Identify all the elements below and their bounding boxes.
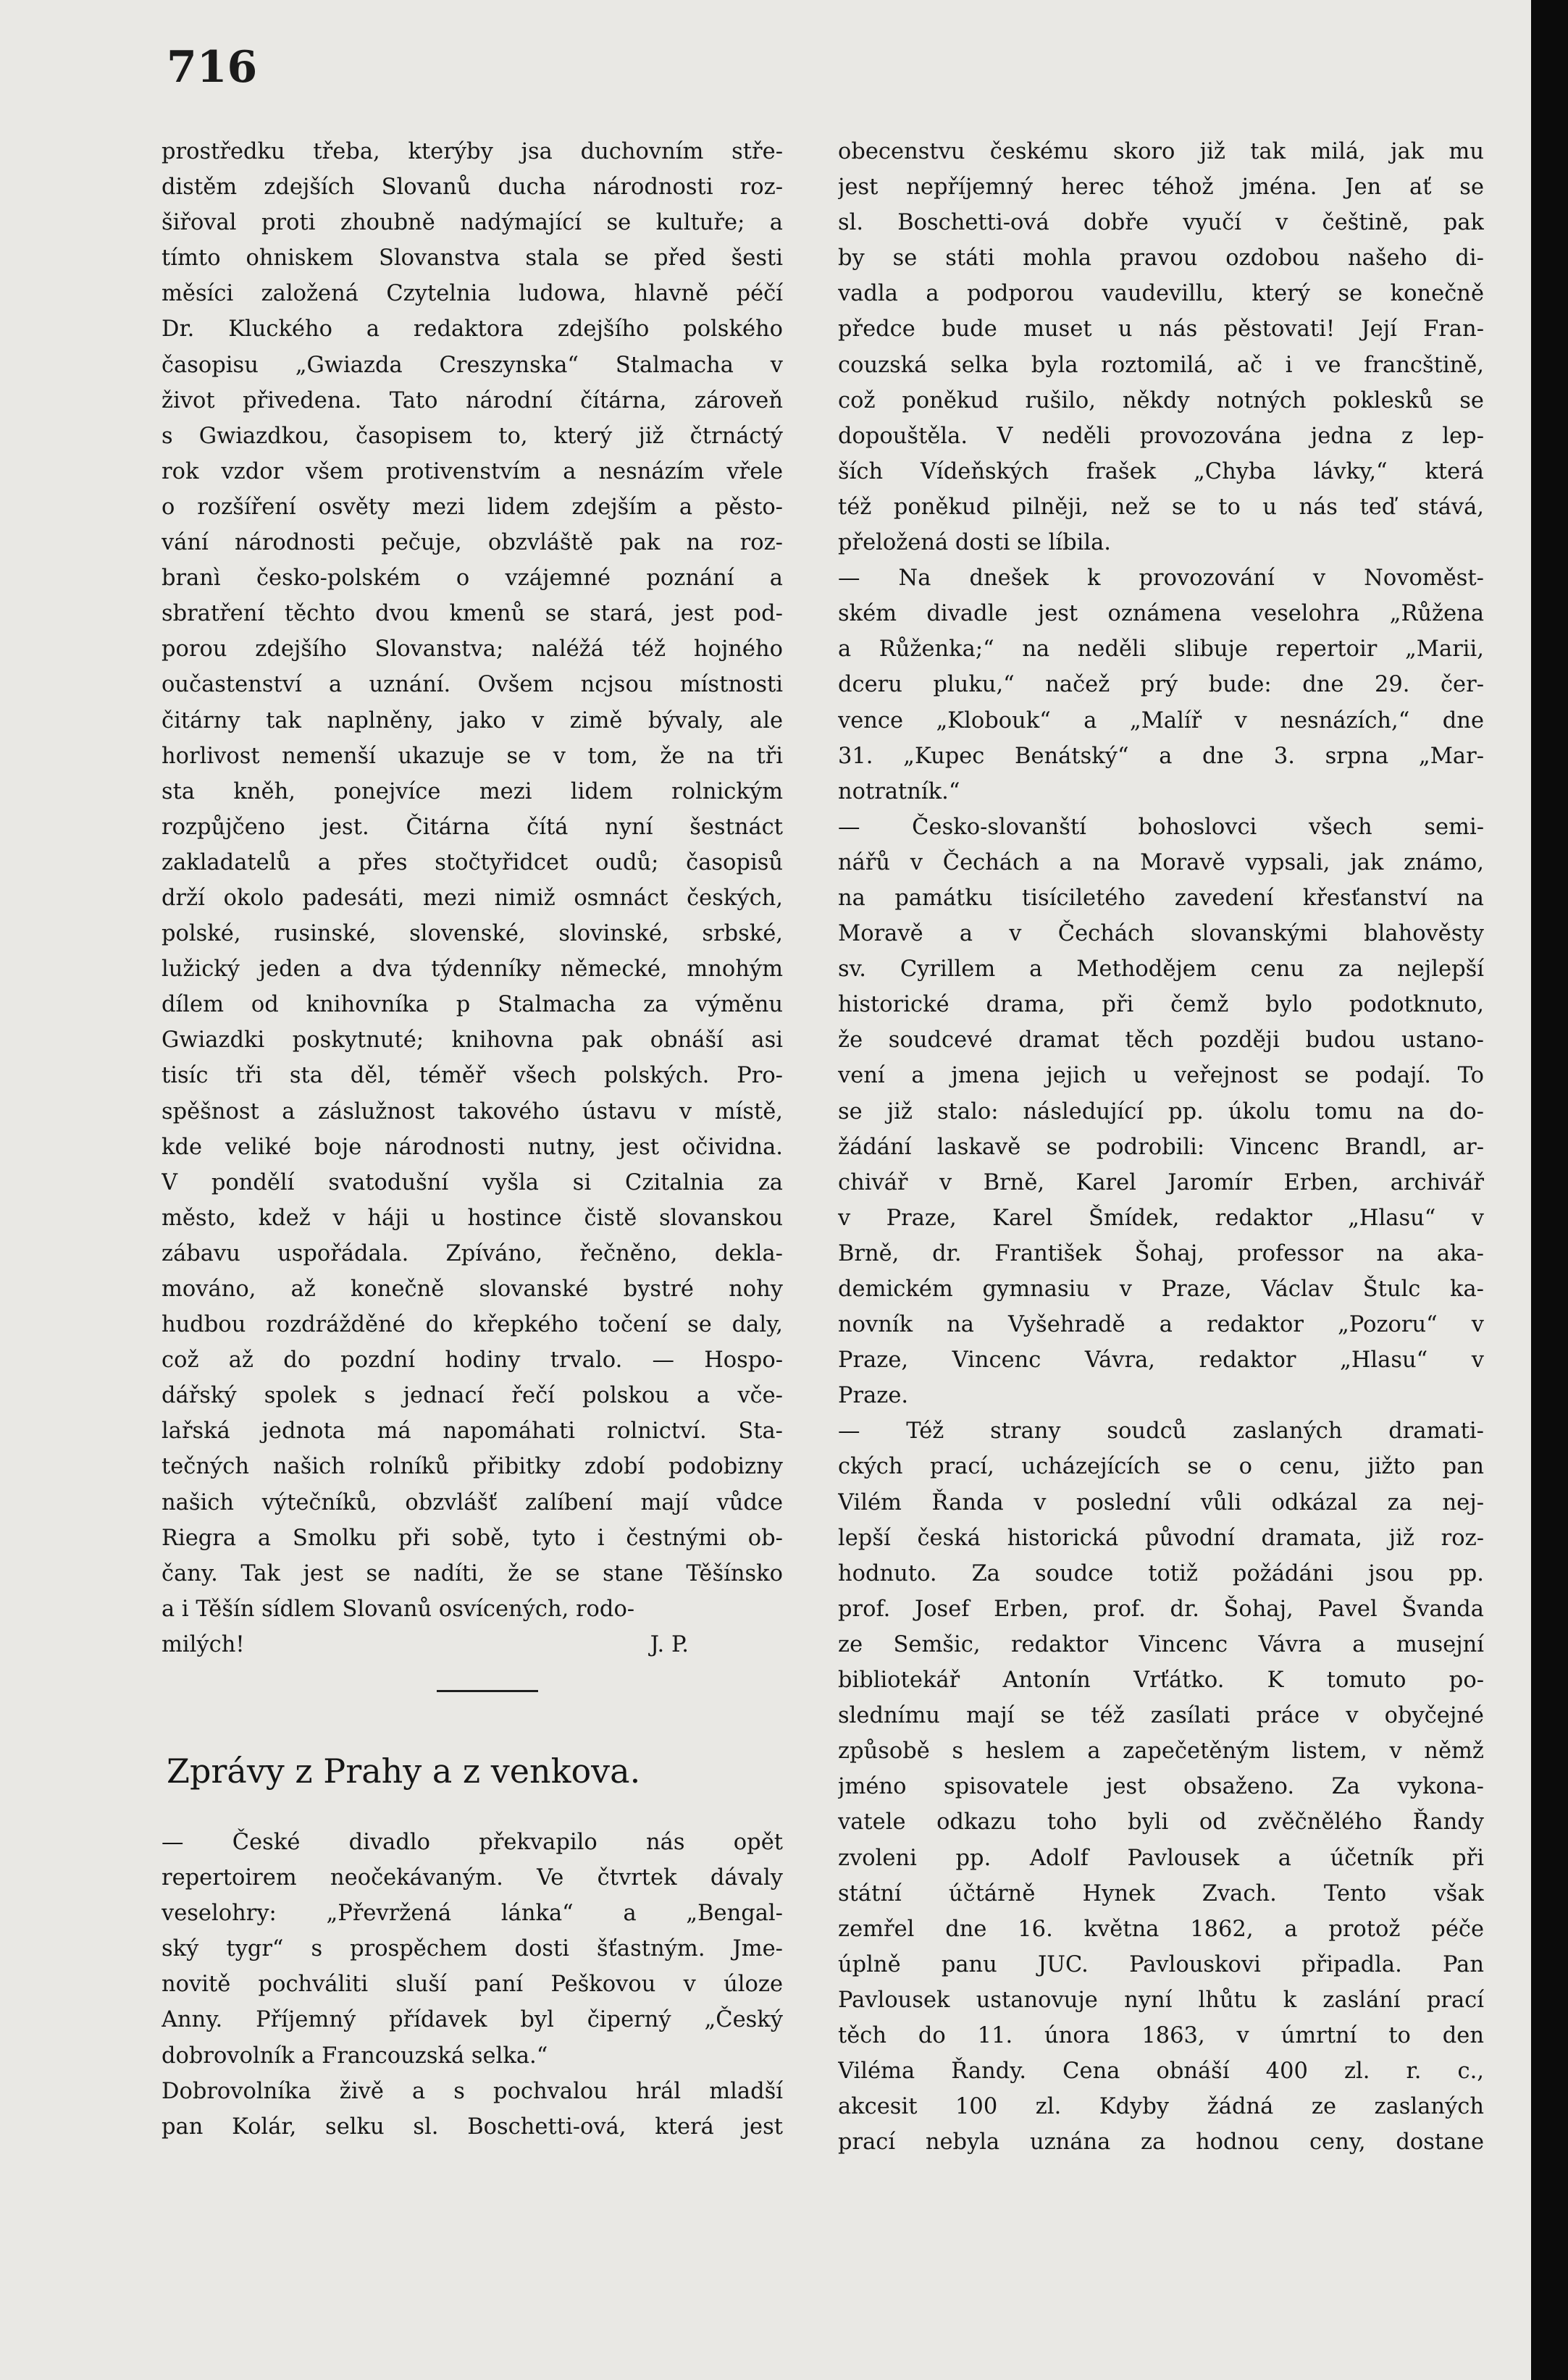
text-line: Brně, dr. František Šohaj, professor na aka- xyxy=(838,1240,1484,1266)
text-line: o rozšíření osvěty mezi lidem zdejším a pěsto- xyxy=(162,494,783,520)
text-line: ších Vídeňských frašek „Chyba lávky,“ která xyxy=(838,458,1484,484)
text-line: prací nebyla uznána za hodnou ceny, dostane xyxy=(838,2129,1484,2156)
text-line: se již stalo: následující pp. úkolu tomu na do- xyxy=(838,1098,1484,1124)
text-line: s Gwiazdkou, časopisem to, který již čtrnáctý xyxy=(162,423,783,449)
right-column xyxy=(838,134,1484,2160)
text-line: vatele odkazu toho byli od zvěčnělého Řandy xyxy=(838,1809,1484,1836)
text-line: sl. Boschetti-ová dobře vyučí v češtině, pak xyxy=(838,210,1484,236)
text-line: zakladatelů a přes stočtyřidcet oudů; časopisů xyxy=(162,849,783,875)
text-line: dářský spolek s jednací řečí polskou a vče- xyxy=(162,1383,783,1409)
text-line: měsíci založená Czytelnia ludowa, hlavně péčí xyxy=(162,281,783,307)
text-line: úplně panu JUC. Pavlouskovi připadla. Pan xyxy=(838,1951,1484,1977)
text-line: notratník.“ xyxy=(838,778,960,804)
text-line: Vilém Řanda v poslední vůli odkázal za nej- xyxy=(838,1489,1484,1515)
section-heading: Zprávy z Prahy a z venkova. xyxy=(167,1752,641,1791)
text-line: dopouštěla. V neděli provozována jedna z lep- xyxy=(838,423,1484,449)
text-line: Gwiazdki poskytnuté; knihovna pak obnáší asi xyxy=(162,1027,783,1054)
text-line: jméno spisovatele jest obsaženo. Za vykona- xyxy=(838,1774,1484,1800)
text-line: veselohry: „Převržená lánka“ a „Bengal- xyxy=(162,1901,783,1927)
text-line: bibliotekář Antonín Vrťátko. K tomuto po- xyxy=(838,1668,1484,1694)
text-line: Pavlousek ustanovuje nyní lhůtu k zaslání prací xyxy=(838,1987,1484,2013)
text-line: ze Semšic, redaktor Vincenc Vávra a musejní xyxy=(838,1631,1484,1657)
text-line: předce bude muset u nás pěstovati! Její Fran- xyxy=(838,316,1484,342)
article-closing-row xyxy=(162,1627,783,1662)
text-line: jest nepříjemný herec téhož jména. Jen ať se xyxy=(838,174,1484,201)
left-news-text xyxy=(162,1825,783,2145)
text-line: ský tygr“ s prospěchem dosti šťastným. Jme- xyxy=(162,1936,783,1962)
text-line: sv. Cyrillem a Methodějem cenu za nejlepší xyxy=(838,956,1484,983)
page-number: 716 xyxy=(167,42,258,93)
text-line: tečných našich rolníků přibitky zdobí podobizny xyxy=(162,1454,783,1480)
text-line: novník na Vyšehradě a redaktor „Pozoru“ v xyxy=(838,1312,1484,1338)
text-line: couzská selka byla roztomilá, ač i ve francštině, xyxy=(838,352,1484,378)
text-line: polské, rusinské, slovenské, slovinské, srbské, xyxy=(162,921,783,947)
text-line: novitě pochváliti sluší paní Peškovou v úloze xyxy=(162,1972,783,1998)
text-line: Praze. xyxy=(838,1383,909,1409)
text-line: v Praze, Karel Šmídek, redaktor „Hlasu“ v xyxy=(838,1205,1484,1231)
text-line: 31. „Kupec Benátský“ a dne 3. srpna „Mar- xyxy=(838,743,1484,769)
text-line: což až do pozdní hodiny trvalo. — Hospo- xyxy=(162,1347,783,1374)
text-line: dílem od knihovníka p Stalmacha za výměnu xyxy=(162,992,783,1018)
text-line: nářů v Čechách a na Moravě vypsali, jak známo, xyxy=(838,849,1484,875)
text-line: lařská jednota má napomáhati rolnictví. Sta- xyxy=(162,1418,783,1445)
text-line: vadla a podporou vaudevillu, který se konečně xyxy=(838,281,1484,307)
text-line: šiřoval proti zhoubně nadýmající se kultuře; a xyxy=(162,210,783,236)
text-line: čany. Tak jest se nadíti, že se stane Těšínsko xyxy=(162,1560,783,1586)
text-line: dceru pluku,“ načež prý bude: dne 29. čer- xyxy=(838,672,1484,698)
text-line: též poněkud pilněji, než se to u nás teď stává, xyxy=(838,494,1484,520)
text-line: zemřel dne 16. května 1862, a protož péče xyxy=(838,1916,1484,1942)
text-line: chivář v Brně, Karel Jaromír Erben, archivář xyxy=(838,1169,1484,1195)
text-line: zábavu uspořádala. Zpíváno, řečněno, dekla- xyxy=(162,1240,783,1266)
text-line: těch do 11. února 1863, v úmrtní to den xyxy=(838,2022,1484,2048)
text-line: Moravě a v Čechách slovanskými blahověsty xyxy=(838,921,1484,947)
text-line: Riegra a Smolku při sobě, tyto i čestnými ob- xyxy=(162,1525,783,1551)
text-line: tisíc tři sta děl, téměř všech polských. Pro- xyxy=(162,1063,783,1089)
text-line: vání národnosti pečuje, obzvláště pak na roz- xyxy=(162,530,783,556)
text-line: akcesit 100 zl. Kdyby žádná ze zaslaných xyxy=(838,2094,1484,2120)
text-line: V pondělí svatodušní vyšla si Czitalnia za xyxy=(162,1169,783,1195)
text-line: Viléma Řandy. Cena obnáší 400 zl. r. c., xyxy=(838,2059,1484,2085)
text-line: vence „Klobouk“ a „Malíř v nesnázích,“ dne xyxy=(838,707,1484,733)
text-line: Dr. Kluckého a redaktora zdejšího polského xyxy=(162,316,783,342)
text-line: hudbou rozdrážděné do křepkého točení se daly, xyxy=(162,1312,783,1338)
text-line: zvoleni pp. Adolf Pavlousek a účetník při xyxy=(838,1845,1484,1871)
text-line: a i Těšín sídlem Slovanů osvícených, rodo- xyxy=(162,1596,635,1622)
text-line: porou zdejšího Slovanstva; naléžá též hojného xyxy=(162,636,783,663)
text-line: — Česko-slovanští bohoslovci všech semi- xyxy=(838,814,1484,840)
text-line: by se státi mohla pravou ozdobou našeho di- xyxy=(838,245,1484,272)
text-line: na památku tisíciletého zavedení křesťanství na xyxy=(838,885,1484,911)
left-column xyxy=(162,134,783,1662)
text-line: čitárny tak naplněny, jako v zimě bývaly, ale xyxy=(162,707,783,733)
text-line: město, kdež v háji u hostince čistě slovanskou xyxy=(162,1205,783,1231)
text-line: — Na dnešek k provozování v Novoměst- xyxy=(838,565,1484,592)
text-line: státní účtárně Hynek Zvach. Tento však xyxy=(838,1880,1484,1906)
text-line: hodnuto. Za soudce totiž požádáni jsou pp. xyxy=(838,1560,1484,1586)
closing-line: milých! xyxy=(162,1631,245,1657)
signature: J. P. xyxy=(650,1631,689,1657)
text-line: dobrovolník a Francouzská selka.“ xyxy=(162,2043,548,2069)
text-line: časopisu „Gwiazda Creszynska“ Stalmacha v xyxy=(162,352,783,378)
text-line: což poněkud rušilo, někdy notných poklesků se xyxy=(838,387,1484,413)
text-line: drží okolo padesáti, mezi nimiž osmnáct českých, xyxy=(162,885,783,911)
text-line: kde veliké boje národnosti nutny, jest očividna. xyxy=(162,1134,783,1160)
text-line: Praze, Vincenc Vávra, redaktor „Hlasu“ v xyxy=(838,1347,1484,1374)
section-divider xyxy=(437,1690,538,1692)
text-line: ckých prací, ucházejících se o cenu, jižto pan xyxy=(838,1454,1484,1480)
text-line: způsobě s heslem a zapečetěným listem, v němž xyxy=(838,1738,1484,1765)
text-line: pan Kolár, selku sl. Boschetti-ová, která jest xyxy=(162,2114,783,2140)
text-line: spěšnost a záslužnost takového ústavu v místě, xyxy=(162,1098,783,1124)
text-line: lepší česká historická původní dramata, již roz- xyxy=(838,1525,1484,1551)
text-line: repertoirem neočekávaným. Ve čtvrtek dávaly xyxy=(162,1865,783,1891)
scan-border xyxy=(1531,0,1568,2380)
text-line: Dobrovolníka živě a s pochvalou hrál mladší xyxy=(162,2078,783,2104)
text-line: tímto ohniskem Slovanstva stala se před šesti xyxy=(162,245,783,272)
text-line: ském divadle jest oznámena veselohra „Růžena xyxy=(838,601,1484,627)
text-line: — Též strany soudců zaslaných dramati- xyxy=(838,1418,1484,1445)
text-line: sbratření těchto dvou kmenů se stará, jest pod- xyxy=(162,601,783,627)
left-article-text xyxy=(162,134,783,1627)
text-line: rozpůjčeno jest. Čitárna čítá nyní šestnáct xyxy=(162,814,783,840)
text-line: prostředku třeba, kterýby jsa duchovním stře- xyxy=(162,139,783,164)
text-line: branì česko-polském o vzájemné poznání a xyxy=(162,565,783,592)
text-line: historické drama, při čemž bylo podotknuto, xyxy=(838,992,1484,1018)
text-line: oučastenství a uznání. Ovšem ncjsou místnosti xyxy=(162,672,783,698)
text-line: sta kněh, ponejvíce mezi lidem rolnickým xyxy=(162,778,783,804)
text-line: prof. Josef Erben, prof. dr. Šohaj, Pavel Švanda xyxy=(838,1596,1484,1622)
text-line: rok vzdor všem protivenstvím a nesnázím vřele xyxy=(162,458,783,484)
text-line: horlivost nemenší ukazuje se v tom, že na tři xyxy=(162,743,783,769)
text-line: demickém gymnasiu v Praze, Václav Štulc ka- xyxy=(838,1277,1484,1302)
text-line: a Růženka;“ na neděli slibuje repertoir „Marii, xyxy=(838,636,1484,663)
text-line: vení a jmena jejich u veřejnost se podají. To xyxy=(838,1063,1484,1089)
text-line: — České divadlo překvapilo nás opět xyxy=(162,1830,783,1855)
text-line: slednímu mají se též zasílati práce v obyčejné xyxy=(838,1703,1484,1729)
text-line: život přivedena. Tato národní čítárna, zároveň xyxy=(162,387,783,413)
text-line: našich výtečníků, obzvlášť zalíbení mají vůdce xyxy=(162,1489,783,1515)
text-line: přeložená dosti se líbila. xyxy=(838,530,1111,556)
text-line: Anny. Příjemný přídavek byl čiperný „Český xyxy=(162,2007,783,2033)
text-line: mováno, až konečně slovanské bystré nohy xyxy=(162,1277,783,1302)
text-line: lužický jeden a dva týdenníky německé, mnohým xyxy=(162,956,783,983)
text-line: že soudcevé dramat těch později budou ustano- xyxy=(838,1027,1484,1054)
text-line: obecenstvu českému skoro již tak milá, jak mu xyxy=(838,139,1484,164)
text-line: distěm zdejších Slovanů ducha národnosti roz- xyxy=(162,174,783,201)
text-line: žádání laskavě se podrobili: Vincenc Brandl, ar- xyxy=(838,1134,1484,1160)
